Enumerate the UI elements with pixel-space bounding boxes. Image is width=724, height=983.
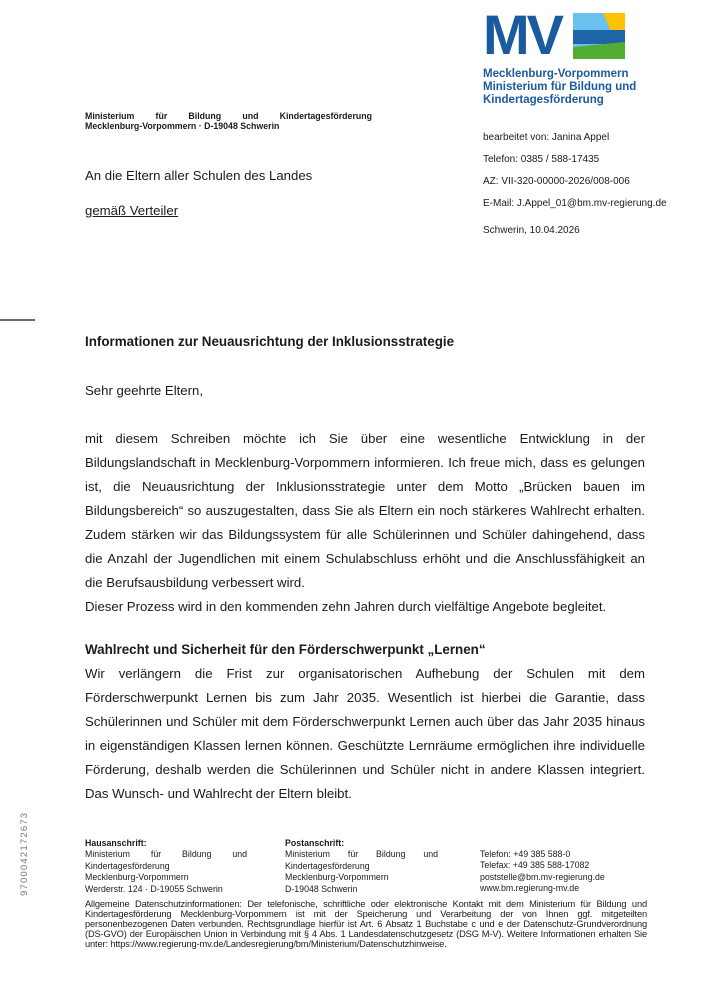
footer-line: Ministerium für Bildung und [85,849,247,860]
salutation: Sehr geehrte Eltern, [85,383,204,398]
place-date-line: Schwerin, 10.04.2026 [483,225,580,236]
section-heading: Wahlrecht und Sicherheit für den Förderschwerpunkt „Lernen“ [85,642,486,657]
footer-phone: Telefon: +49 385 588-0 [480,849,571,859]
footer-address-block [85,838,647,895]
file-number-line: AZ: VII-320-00000-2026/008-006 [483,176,630,187]
postal-address-label: Postanschrift: [285,838,345,848]
data-protection-notice: Allgemeine Datenschutzinformationen: Der telefonische, schriftliche oder elektronische Kontakt mit dem Ministerium für Bildung und Kindertagesförderung Mecklenburg-Vorpommern ist mit der Speicherung und Verarbeitung der von Ihnen ggf. mitgeteilten personenbezogenen Daten verbunden. Rechtsgrundlage hierfür ist Art. 6 Absatz 1 Buchstabe c und e der Datenschutz-Grundverordnung (DS-GVO) der Europäischen Union in Verbindung mit § 4 Abs. 1 Landesdatenschutzgesetz (DSG M-V). Weitere Informationen erhalten Sie unter: https://www.regierung-mv.de/Landesregierung/bm/Ministerium/Datenschutzhinweise. [85,899,647,949]
footer-website: www.bm.regierung-mv.de [480,883,580,894]
mv-state-flag-icon [573,13,625,59]
footer-line: Mecklenburg-Vorpommern [85,872,189,883]
footer-line: Ministerium für Bildung und [285,849,438,860]
footer-postal-address [285,838,480,895]
sender-return-address [85,111,372,131]
body-paragraph-2: Dieser Prozess wird in den kommenden zehn Jahren durch vielfältige Angebote begleitet. [85,599,607,614]
distribution-line: gemäß Verteiler [85,203,179,218]
footer-email: poststelle@bm.mv-regierung.de [480,871,605,882]
footer-line: D-19048 Schwerin [285,883,358,894]
footer-fax: Telefax: +49 385 588-17082 [480,860,590,871]
body-section-2 [85,638,645,806]
phone-line: Telefon: 0385 / 588-17435 [483,154,600,165]
ministry-logo-text [483,68,703,107]
logo-text-line: Kindertagesförderung [483,94,604,106]
recipient-line: An die Eltern aller Schulen des Landes [85,168,313,183]
ministry-logo [483,3,703,107]
meta-block [483,127,703,242]
footer-visiting-address [85,838,285,895]
sender-line-2: Mecklenburg-Vorpommern · D-19048 Schwerin [85,121,280,131]
visiting-address-label: Hausanschrift: [85,838,147,848]
body-paragraph-1: mit diesem Schreiben möchte ich Sie über eine wesentliche Entwicklung in der Bildungslandschaft in Mecklenburg-Vorpommern informieren. Ich freue mich, dass es gelungen ist, die Neuausrichtung der Inklusionsstrategie unter dem Motto „Brücken bauen im Bildungsbereich“ so auszugestalten, dass Sie als Eltern ein noch stärkeres Wahlrecht erhalten. Zudem stärken wir das Bildungssystem für alle Schülerinnen und Schüler dahingehend, dass die Anzahl der Jugendlichen mit einem Schulabschluss erhöht und die Anschlussfähigkeit an die Berufsausbildung verbessert wird. [85,431,645,590]
sender-line-1: Ministerium für Bildung und Kindertagesförderung [85,111,372,121]
subject-line: Informationen zur Neuausrichtung der Inklusionsstrategie [85,334,455,349]
processed-by: bearbeitet von: Janina Appel [483,132,610,143]
fold-mark [0,319,35,321]
footer-line: Kindertagesförderung [285,860,370,871]
body-paragraphs [85,427,645,619]
logo-text-line: Mecklenburg-Vorpommern [483,68,629,80]
email-line: E-Mail: J.Appel_01@bm.mv-regierung.de [483,198,667,209]
print-control-number: 9700042172673 [19,811,30,896]
mv-logo-letters: MV [483,3,561,66]
logo-text-line: Ministerium für Bildung und [483,81,637,93]
body-paragraph-3: Wir verlängern die Frist zur organisatorischen Aufhebung der Schulen mit dem Förderschwerpunkt Lernen bis zum Jahr 2035. Wesentlich ist hierbei die Garantie, dass Schülerinnen und Schüler mit dem Förderschwerpunkt Lernen auch über das Jahr 2035 hinaus in eigenständigen Klassen lernen können. Geschützte Lernräume ermöglichen ihre individuelle Förderung, deshalb werden die Schülerinnen und Schüler nicht in andere Klassen integriert. Das Wunsch- und Wahlrecht der Eltern bleibt. [85,666,645,801]
footer-line: Kindertagesförderung [85,860,170,871]
footer-contact [480,838,647,895]
footer-line: Mecklenburg-Vorpommern [285,872,389,883]
footer-line: Werderstr. 124 · D-19055 Schwerin [85,883,223,894]
